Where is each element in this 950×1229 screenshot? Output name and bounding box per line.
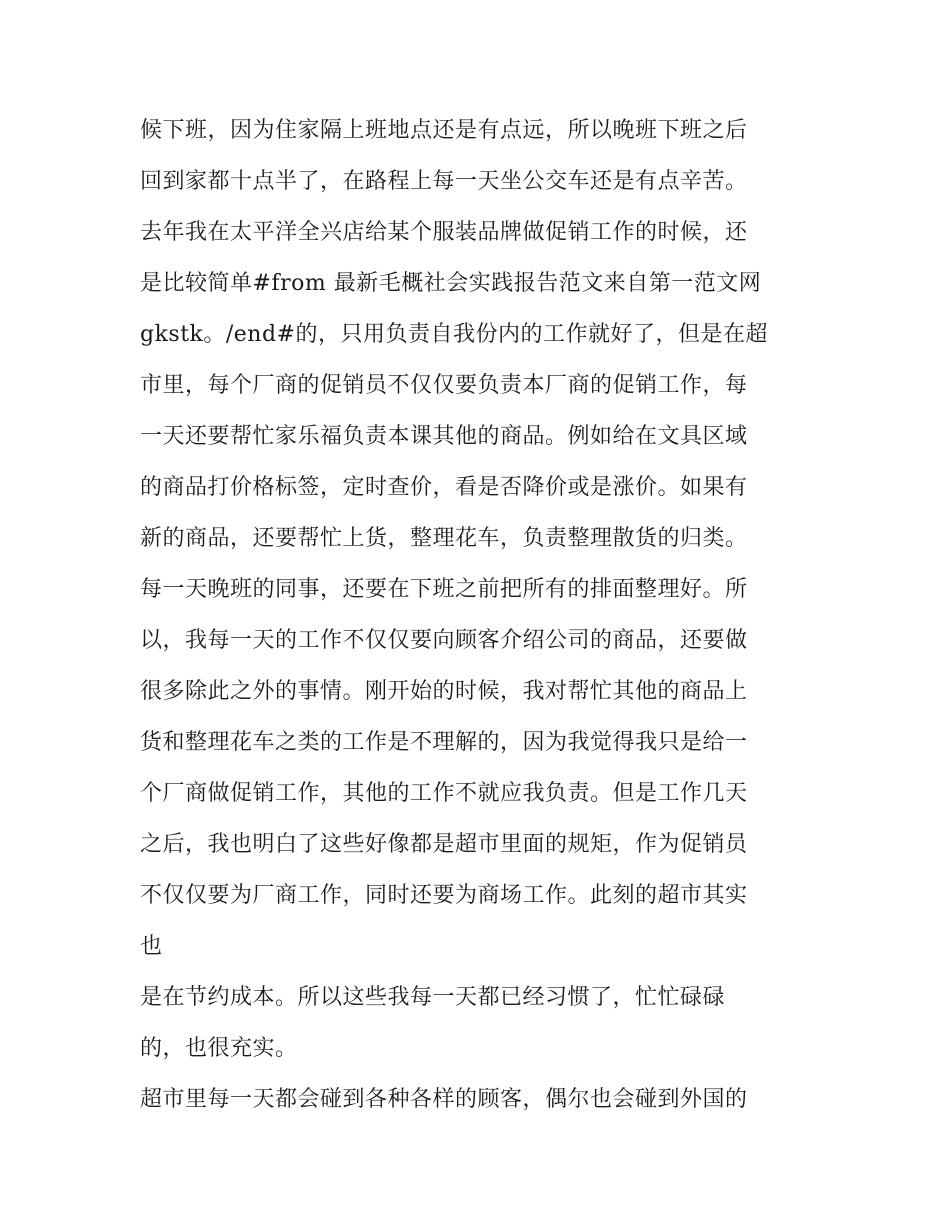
text-line: 候下班，因为住家隔上班地点还是有点远，所以晚班下班之后 <box>140 118 748 143</box>
text-line: 是在节约成本。所以这些我每一天都已经习惯了，忙忙碌碌 <box>140 985 726 1010</box>
body-text <box>140 105 820 1125</box>
text-line: 市里，每个厂商的促销员不仅仅要负责本厂商的促销工作，每 <box>140 373 748 398</box>
text-line: 一天还要帮忙家乐福负责本课其他的商品。例如给在文具区域 <box>140 424 748 449</box>
text-line: 的，也很充实。 <box>140 1036 298 1061</box>
text-line: 的商品打价格标签，定时查价，看是否降价或是涨价。如果有 <box>140 475 748 500</box>
text-line: 个厂商做促销工作，其他的工作不就应我负责。但是工作几天 <box>140 781 748 806</box>
text-line: 超市里每一天都会碰到各种各样的顾客，偶尔也会碰到外国的 <box>140 1087 748 1112</box>
text-line: 每一天晚班的同事，还要在下班之前把所有的排面整理好。所 <box>140 577 748 602</box>
text-line: 以，我每一天的工作不仅仅要向顾客介绍公司的商品，还要做 <box>140 628 748 653</box>
text-line: 去年我在太平洋全兴店给某个服装品牌做促销工作的时候，还 <box>140 220 748 245</box>
text-line: 是比较简单#from 最新毛概社会实践报告范文来自第一范文网 <box>140 271 762 296</box>
text-line: 也 <box>140 934 163 959</box>
text-line: 很多除此之外的事情。刚开始的时候，我对帮忙其他的商品上 <box>140 679 748 704</box>
text-line: gkstk。/end#的，只用负责自我份内的工作就好了，但是在超 <box>140 322 768 347</box>
text-line: 新的商品，还要帮忙上货，整理花车，负责整理散货的归类。 <box>140 526 748 551</box>
text-line: 之后，我也明白了这些好像都是超市里面的规矩，作为促销员 <box>140 832 748 857</box>
text-line: 不仅仅要为厂商工作，同时还要为商场工作。此刻的超市其实 <box>140 883 748 908</box>
text-line: 回到家都十点半了，在路程上每一天坐公交车还是有点辛苦。 <box>140 169 748 194</box>
text-line: 货和整理花车之类的工作是不理解的，因为我觉得我只是给一 <box>140 730 748 755</box>
